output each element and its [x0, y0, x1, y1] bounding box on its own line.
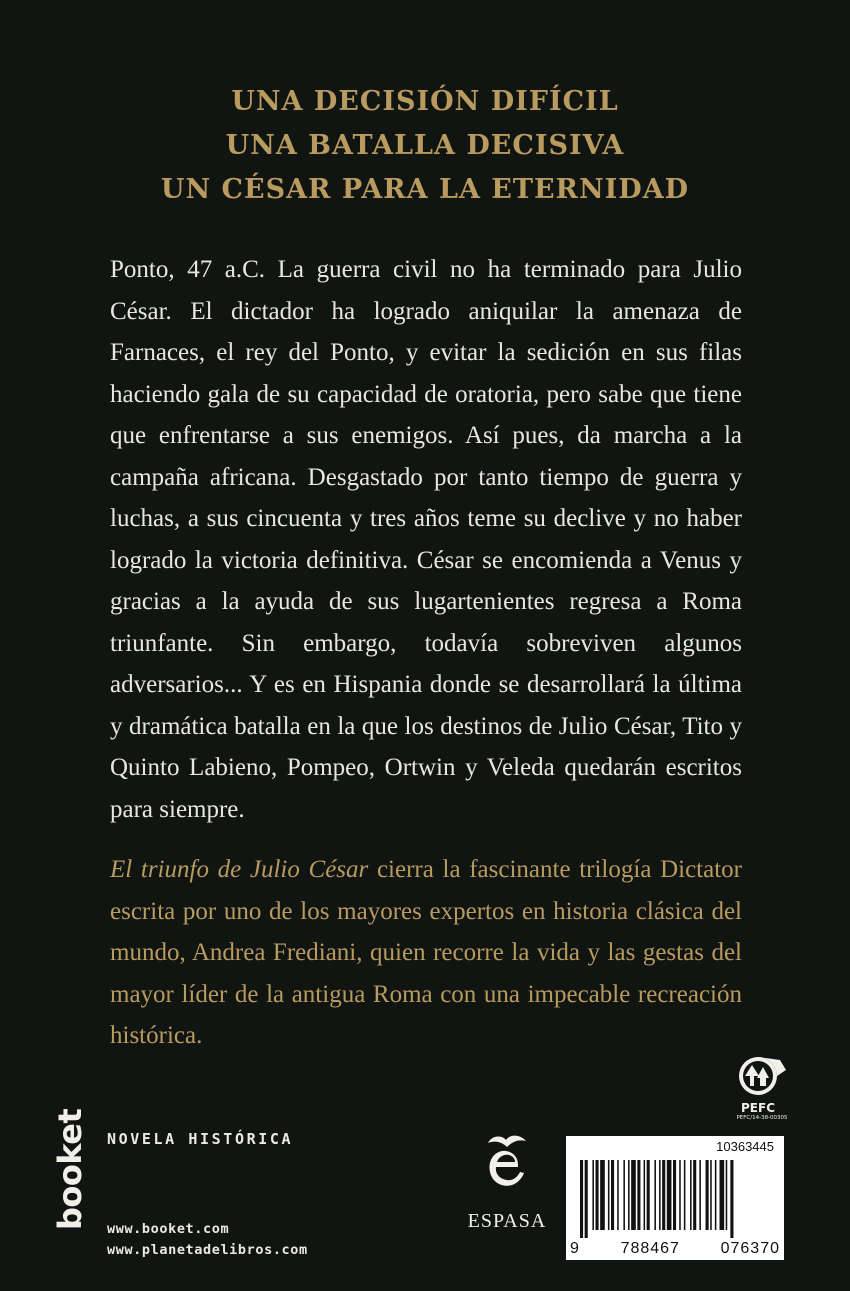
- pefc-code: PEFC/14-38-00305: [736, 1115, 788, 1121]
- tagline-line-3: UN CÉSAR PARA LA ETERNIDAD: [160, 174, 690, 205]
- tagline-line-1: UNA DECISIÓN DIFÍCIL: [231, 86, 619, 117]
- barcode-bar: [631, 1160, 636, 1230]
- barcode-bar: [667, 1160, 672, 1230]
- barcode-bar: [644, 1160, 646, 1230]
- barcode-bar: [720, 1160, 725, 1230]
- barcode-bar: [659, 1160, 661, 1230]
- tagline-line-2: UNA BATALLA DECISIVA: [225, 130, 625, 161]
- barcode-bar: [596, 1160, 599, 1230]
- espasa-wordmark: ESPASA: [467, 1210, 547, 1232]
- barcode-bar: [684, 1160, 686, 1230]
- tagline: [0, 80, 850, 212]
- pefc-label: PEFC: [741, 1101, 775, 1115]
- pefc-logo-icon: [728, 1054, 808, 1138]
- barcode-bar: [623, 1160, 625, 1230]
- barcode-bar: [592, 1160, 594, 1230]
- barcode-bar: [715, 1160, 717, 1230]
- url-planeta[interactable]: www.planetadelibros.com: [107, 1242, 308, 1258]
- barcode-bar: [654, 1160, 656, 1230]
- barcode-bar: [600, 1160, 605, 1230]
- barcode-bar: [679, 1160, 681, 1230]
- barcode-bar: [637, 1160, 640, 1230]
- ean-right: 076370: [720, 1240, 780, 1257]
- barcode-internal-code: 10363445: [716, 1139, 774, 1154]
- blurb: [110, 849, 742, 1057]
- barcode-bars: [576, 1160, 776, 1238]
- barcode-bar: [608, 1160, 610, 1230]
- barcode-bar: [690, 1160, 692, 1230]
- barcode-bar: [585, 1160, 588, 1238]
- blurb-text: cierra la fascinante trilogía Dictator escrita por uno de los mayores expertos en historia clásica del mundo, Andrea Frediani, quien recorre la vida y las gestas del mayor líder de la antigua Roma con una impecable recreación histórica.: [110, 856, 742, 1049]
- booket-logo: booket: [51, 1108, 89, 1230]
- espasa-logo-icon: [482, 1131, 532, 1195]
- synopsis: [110, 249, 742, 830]
- barcode-bar: [611, 1160, 614, 1230]
- barcode-bar: [710, 1160, 712, 1230]
- genre-label: NOVELA HISTÓRICA: [107, 1130, 294, 1148]
- barcode-bar: [662, 1160, 665, 1230]
- barcode-bar: [699, 1160, 701, 1230]
- synopsis-text: Ponto, 47 a.C. La guerra civil no ha terminado para Julio César. El dictador ha logrado aniquilar la amenaza de Farnaces, el rey del Ponto, y evitar la sedición en sus filas haciendo gala de su capacidad de oratoria, pero sabe que tiene que enfrentarse a sus enemigos. Así pues, da marcha a la campaña africana. Desgastado por tanto tiempo de guerra y luchas, a sus cincuenta y tres años teme su declive y no haber logrado la victoria definitiva. César se encomienda a Venus y gracias a la ayuda de sus lugartenientes regresa a Roma triunfante. Sin embargo, todavía sobreviven algunos adversarios... Y es en Hispania donde se desarrollará la última y dramática batalla en la que los destinos de Julio César, Tito y Quinto Labieno, Pompeo, Ortwin y Veleda quedarán escritos para siempre.: [110, 256, 742, 823]
- barcode-bar: [628, 1160, 630, 1230]
- book-title: El triunfo de Julio César: [110, 856, 369, 883]
- urls: [107, 1219, 308, 1261]
- barcode-bar: [617, 1160, 619, 1230]
- barcode-bar: [693, 1160, 696, 1230]
- blurb-paragraph: [110, 849, 742, 1057]
- barcode-bar: [647, 1160, 650, 1230]
- ean-left: 788467: [620, 1240, 680, 1257]
- barcode-bar: [730, 1160, 733, 1238]
- ean-prefix: 9: [570, 1240, 580, 1257]
- barcode-bar: [706, 1160, 709, 1230]
- url-booket[interactable]: www.booket.com: [107, 1221, 230, 1237]
- barcode-ean: [570, 1240, 780, 1258]
- barcode-bar: [580, 1160, 583, 1238]
- barcode-bar: [726, 1160, 728, 1230]
- barcode-bar: [673, 1160, 676, 1230]
- barcode: [566, 1136, 784, 1260]
